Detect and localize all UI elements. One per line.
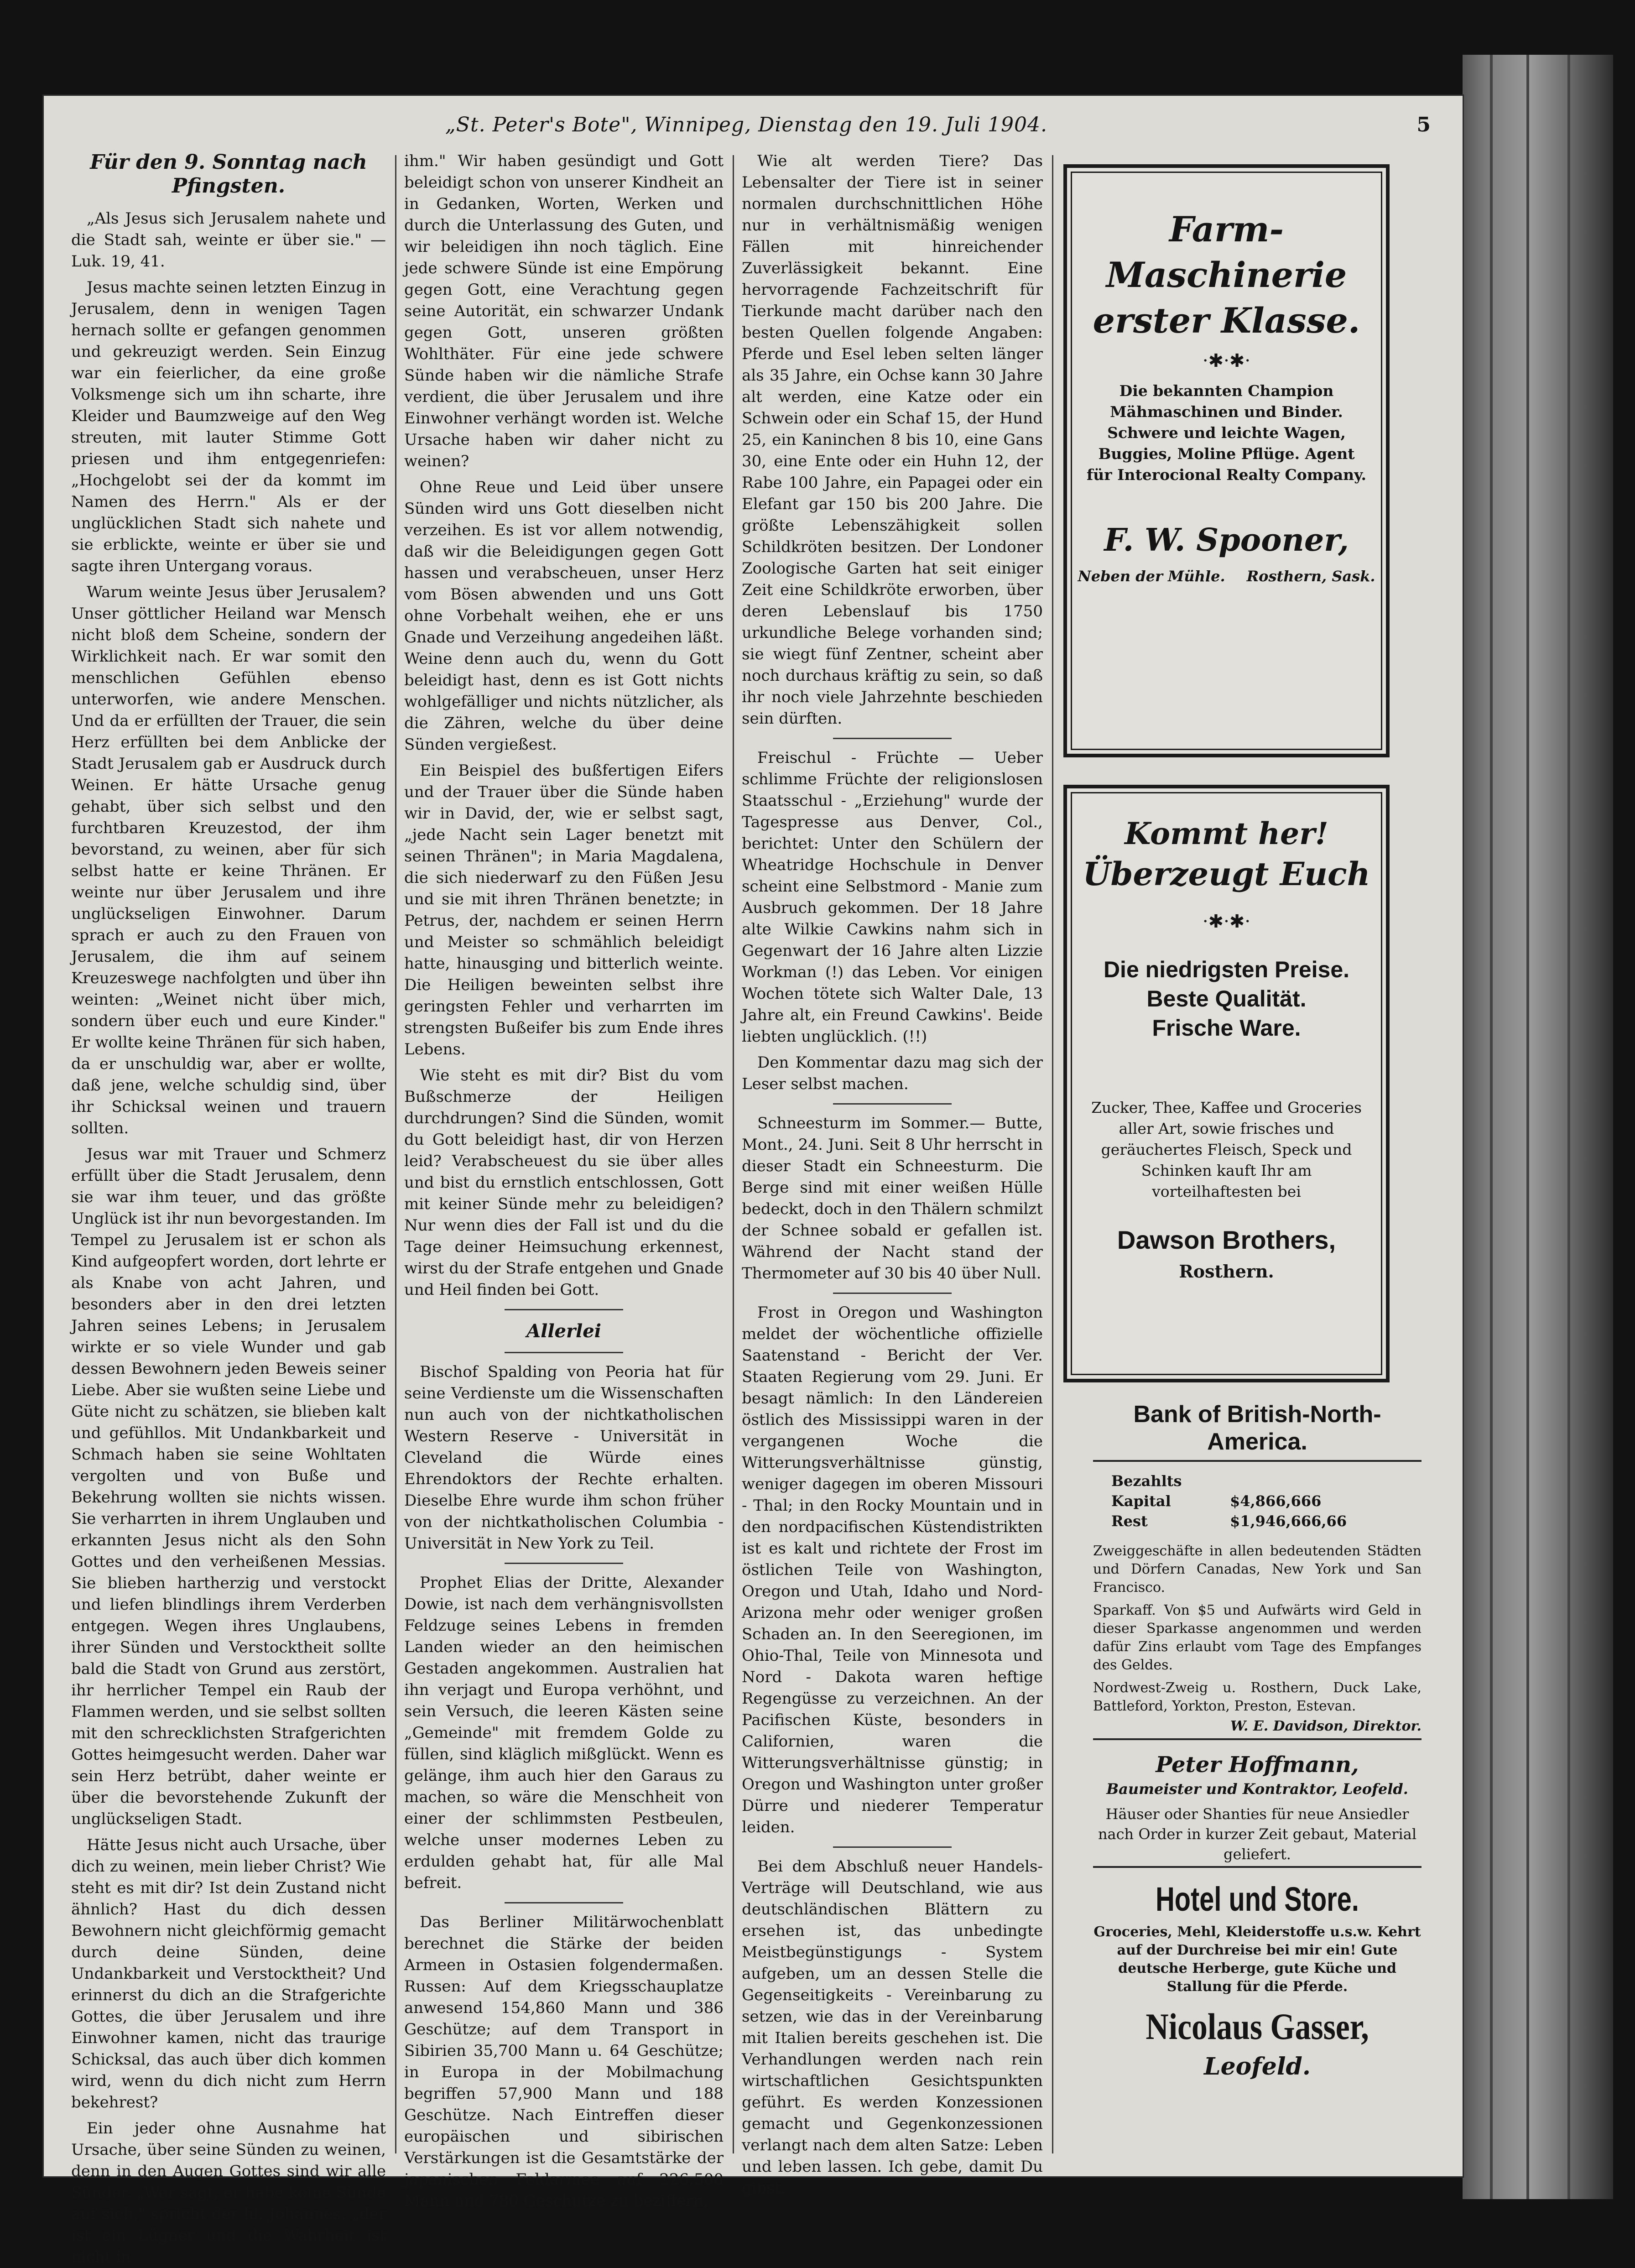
ad-location-left: Neben der Mühle.: [1078, 568, 1225, 585]
column-rule: [395, 155, 396, 2153]
paragraph: Ein jeder ohne Ausnahme hat Ursache, über seine Sünden zu weinen, denn in den Augen Gottes sind wir alle Sünder. „Wer sagt, er habe keine Sünde auf sich," spricht der hl. Johannes, „der ist ein Lügner und die Wahrheit ist nicht in: [71, 2119, 386, 2266]
ad-body: Zucker, Thee, Kaffee und Groceries aller Art, sowie frisches und geräuchertes Fleisch, Speck und Schinken kauft Ihr am vorteilhaftesten bei: [1091, 1099, 1362, 1200]
bank-text: Nordwest-Zweig u. Rosthern, Duck Lake, Battleford, Yorkton, Preston, Estevan.: [1093, 1680, 1422, 1714]
bank-row: [1111, 1511, 1422, 1531]
column-rule: [733, 155, 734, 2153]
ad-merchant-name: F. W. Spooner,: [1104, 522, 1349, 558]
news-item: Bei dem Abschluß neuer Handels-Verträge will Deutschland, wie aus deutschländischen Blättern zu ersehen ist, das unbedingte Meistbegünstigungs - System aufgeben, um an dessen Stelle die Gegenseitigkeits - Vereinbarung zu setzen, wie das in der Vereinbarung mit Italien bereits geschehen ist. Die Verhandlungen werden nach rein wirtschaftlichen Gesichtspunkten geführt. Es werden Konzessionen gemacht und Gegenkonzessionen verlangt nach dem alten Satze: Leben und leben lassen. Ich gebe, damit Du gibst.: [742, 1857, 1043, 2197]
ad-location: Rosthern.: [1179, 1261, 1274, 1282]
ornament-icon: ·✱·✱·: [1202, 911, 1251, 932]
news-item: Bischof Spalding von Peoria hat für seine Verdienste um die Wissenschaften nun auch von der nichtkatholischen Western Reserve - Universität in Cleveland die Würde eines Ehrendoktors der Rechte erhalten. Dieselbe Ehre wurde ihm schon früher von der nichtkatholischen Columbia - Universität in New York zu Teil.: [404, 1363, 724, 1553]
news-item: Das Berliner Militärwochenblatt berechnet die Stärke der beiden Armeen in Ostasien folgendermaßen. Russen: Auf dem Kriegsschauplatze anwesend 154,860 Mann und 386 Geschütze; auf dem Transport in Sibirien 35,700 Mann u. 64 Geschütze; in Europa in der Mobilmachung begriffen 57,900 Mann und 188 Geschütze. Nach Eintreffen dieser europäischen und sibirischen Verstärkungen ist die Gesamtstärke der japanischen Feldarmee auf 226,500 Mann und 780 Geschütze zu beziffern.: [404, 1913, 724, 2210]
ad-title: Kommt her!: [1125, 816, 1328, 851]
separator: [833, 1293, 952, 1294]
news-item: Schneesturm im Sommer.— Butte, Mont., 24. Juni. Seit 8 Uhr herrscht in dieser Stadt ein Schneesturm. Die Berge sind mit einer weißen Hülle bedeckt, doch in den Thälern schmilzt der Schnee sobald er gefallen ist. Während der Nacht stand der Thermometer auf 30 bis 40 über Null.: [742, 1114, 1043, 1283]
separator: [833, 1846, 952, 1848]
ad-merchant-name: Dawson Brothers,: [1117, 1225, 1336, 1254]
ad-location-right: Rosthern, Sask.: [1246, 568, 1375, 585]
separator: [505, 1352, 623, 1353]
separator: [505, 1563, 623, 1564]
news-item: Prophet Elias der Dritte, Alexander Dowie, ist nach dem verhängnisvollsten Feldzuge seines Lebens in fremden Landen wieder an den heimischen Gestaden angekommen. Australien hat ihn verjagt und Europa verhöhnt, und sein Versuch, die leeren Kästen seine „Gemeinde" mit fremdem Golde zu füllen, sind kläglich mißglückt. Wenn es gelänge, ihm auch hier den Garaus zu machen, so wäre die Menschheit von einer der schlimmsten Pestbeulen, welche unser modernes Leben zu erdulden gehabt hat, für alle Mal befreit.: [404, 1574, 724, 1892]
ad-hotel-store: [1093, 1880, 1422, 2080]
column-2: [404, 151, 724, 2210]
ad-title: Hotel und Store.: [1156, 1880, 1359, 1918]
separator: [833, 738, 952, 739]
newspaper-page: [44, 96, 1463, 2266]
ad-title: erster Klasse.: [1093, 300, 1360, 341]
ad-title: Maschinerie: [1106, 255, 1347, 295]
bank-notice: [1093, 1401, 1422, 1734]
ad-body: Groceries, Mehl, Kleiderstoffe u.s.w. Kehrt auf der Durchreise bei mir ein! Gute deutsche Herberge, gute Küche und Stallung für die Pferde.: [1093, 1924, 1421, 1995]
sermon-heading: Für den 9. Sonntag nach Pfingsten.: [90, 151, 367, 198]
page-header: [44, 109, 1463, 146]
news-item: Den Kommentar dazu mag sich der Leser selbst machen.: [742, 1053, 1043, 1093]
bank-row-label: Rest: [1111, 1512, 1148, 1530]
separator: [833, 1103, 952, 1105]
ad-dawson-brothers: [1063, 785, 1390, 1382]
masthead-line: „St. Peter's Bote", Winnipeg, Dienstag den 19. Juli 1904.: [445, 113, 1047, 136]
paragraph: Wie steht es mit dir? Bist du vom Bußschmerze der Heiligen durchdrungen? Sind die Sünden, womit du Gott beleidigt hast, dir von Herzen leid? Verabscheuest du sie über alles und bist du ernstlich entschlossen, Gott mit keiner Sünde mehr zu beleidigen? Nur wenn dies der Fall ist und du die Tage deiner Heimsuchung erkennest, wirst du der Strafe entgehen und Gnade und Heil finden bei Gott.: [404, 1066, 724, 1299]
column-1: [71, 151, 386, 2266]
ad-title: Peter Hoffmann,: [1156, 1752, 1359, 1778]
section-heading: Allerlei: [526, 1320, 601, 1342]
bank-title: Bank of British-North-America.: [1093, 1401, 1422, 1462]
news-item: Frost in Oregon und Washington meldet der wöchentliche offizielle Saatenstand - Bericht der Ver. Staaten Regierung vom 29. Juni. Er besagt nämlich: In den Ländereien östlich des Mississippi waren in der vergangenen Woche die Witterungsverhältnisse günstig, weniger dagegen im oberen Missouri - Thal; in den Rocky Mountain und in den nordpacifischen Küstendistrikten ist es kalt und richtete der Frost im östlichen Teile von Washington, Oregon und Utah, Idaho und Nord-Arizona mehr oder weniger großen Schaden an. In den Seeregionen, im Ohio-Thal, Teile von Minnesota und Nord - Dakota waren heftige Regengüsse zu verzeichnen. An der Pacifischen Küste, besonders in Californien, waren die Witterungsverhältnisse günstig; in Oregon und Washington unter großer Dürre und niederer Temperatur leiden.: [742, 1303, 1043, 1836]
paragraph: Ein Beispiel des bußfertigen Eifers und der Trauer über die Sünde haben wir in David, der, wie er selbst sagt, „jede Nacht sein Lager benetzt mit seinen Thränen"; in Maria Magdalena, die sich niederwarf zu den Füßen Jesu und sie mit ihren Thränen benetzte; in Petrus, der, nachdem er seinen Herrn und Meister so schmählich beleidigt hatte, hinausging und bitterlich weinte. Die Heiligen beweinten selbst ihre geringsten Fehler und verharrten im strengsten Bußeifer bis zum Ende ihres Lebens.: [404, 761, 724, 1058]
ad-border: [1071, 792, 1382, 1375]
bank-row-value: $4,866,666: [1230, 1492, 1322, 1510]
news-item: Freischul - Früchte — Ueber schlimme Früchte der religionslosen Staatsschul - „Erziehung" wurde der Tagespresse aus Denver, Col., berichtet: Unter den Schülern der Wheatridge Hochschule in Denver scheint eine Selbstmord - Manie zum Ausbruch gekommen. Der 18 Jahre alte Wilkie Cawkins nahm sich in Gegenwart der 16 Jahre alten Lizzie Workman (!) das Leben. Vor einigen Wochen tötete sich Walter Dale, 13 Jahre alt, ein Freund Cawkins'. Beide liebten unglücklich. (!!): [742, 749, 1043, 1046]
bank-director: W. E. Davidson, Direktor.: [1230, 1718, 1422, 1734]
ad-location: Leofeld.: [1204, 2053, 1311, 2080]
paragraph: Jesus war mit Trauer und Schmerz erfüllt über die Stadt Jerusalem, denn sie war ihm teuer, und das größte Unglück ist ihr nun bevorgestanden. Im Tempel zu Jerusalem ist er schon als Kind aufgeopfert worden, dort lehrte er als Knabe von acht Jahren, und besonders aber in den drei letzten Jahren seines Lebens; in Jerusalem wirkte er so viele Wunder und gab dessen Bewohnern jeden Beweis seiner Liebe. Aber sie wußten seine Liebe und Güte nicht zu schätzen, sie blieben kalt und gefühllos. Mit Undankbarkeit und Schmach haben sie seine Wohltaten vergolten und von Buße und Bekehrung wollten sie nichts wissen. Sie verharrten in ihrem Unglauben und erkannten Jesus nicht als den Sohn Gottes und den verheißenen Messias. Sie blieben hartherzig und verstockt und liefen blindlings ihrem Verderben entgegen. Wegen ihres Unglaubens, ihrer Sünden und Verstocktheit sollte bald die Stadt von Grund aus zerstört, ihr herrlicher Tempel ein Raub der Flammen werden, und sie selbst sollten mit den schrecklichsten Strafgerichten Gottes heimgesucht werden. Daher war sein Herz betrübt, daher weinte er über die bevorstehende Zukunft der unglückseligen Stadt.: [71, 1145, 386, 1828]
sermon-motto: „Als Jesus sich Jerusalem nahete und die Stadt sah, weinte er über sie." — Luk. 19, 41.: [71, 209, 386, 271]
ad-body: Häuser oder Shanties für neue Ansiedler nach Order in kurzer Zeit gebaut, Material geliefert.: [1098, 1805, 1417, 1863]
paragraph: Ohne Reue und Leid über unsere Sünden wird uns Gott dieselben nicht verzeihen. Es ist vor allem notwendig, daß wir die Beleidigungen gegen Gott hassen und verabscheuen, unser Herz vom Bösen abwenden und uns Gott ohne Vorbehalt weihen, ehe er uns Gnade und Verzeihung angedeihen läßt. Weine denn auch du, wenn du Gott beleidigt hast, denn es ist Gott nichts wohlgefälliger und nichts nützlicher, als die Zähren, welche du über deine Sünden vergießest.: [404, 478, 724, 754]
news-item: Wie alt werden Tiere? Das Lebensalter der Tiere ist in seiner normalen durchschnittlichen Höhe nur in verhältnismäßig wenigen Fällen mit hinreichender Zuverlässigkeit bekannt. Eine hervorragende Fachzeitschrift für Tierkunde macht darüber nach den besten Quellen folgende Angaben: Pferde und Esel leben selten länger als 35 Jahre, ein Ochse kann 30 Jahre alt werden, eine Katze oder ein Schwein oder ein Schaf 15, der Hund 25, ein Kaninchen 8 bis 10, eine Gans 30, eine Ente oder ein Huhn 12, der Rabe 100 Jahre, ein Papagei oder ein Elefant gar 150 bis 200 Jahre. Die größte Lebenszähigkeit sollen Schildkröten besitzen. Der Londoner Zoologische Garten hat seit einiger Zeit eine Schildkröte erworben, über deren Lebenslauf bis 1750 urkundliche Belege vorhanden sind; sie wiegt fünf Zentner, scheint aber noch durchaus kräftig zu sein, so daß ihr noch viele Jahrzehnte beschieden sein dürften.: [742, 152, 1043, 728]
paragraph: Hätte Jesus nicht auch Ursache, über dich zu weinen, mein lieber Christ? Wie steht es mit dir? Ist dein Zustand nicht ähnlich? Hast du dich dessen Bewohnern nicht gleichförmig gemacht durch deine Sünden, deine Undankbarkeit und Verstocktheit? Und erinnerst du dich an die Strafgerichte Gottes, die über Jerusalem und ihre Einwohner kamen, nicht das traurige Schicksal, das auch über dich kommen wird, wenn du dich nicht zum Herrn bekehrest?: [71, 1836, 386, 2112]
paragraph: Warum weinte Jesus über Jerusalem? Unser göttlicher Heiland war Mensch nicht bloß dem Scheine, sondern der Wirklichkeit nach. Er war somit den menschlichen Gefühlen ebenso unterworfen, wie andere Menschen. Und da er erfüllten der Trauer, die sein Herz erfüllten bei dem Anblicke der Stadt Jerusalem gab er Ausdruck durch Weinen. Er hätte Ursache genug gehabt, über sich selbst und den furchtbaren Kreuzestod, der ihm bevorstand, zu weinen, aber für sich selbst hatte er keine Thränen. Er weinte nur über Jerusalem und ihre unglückseligen Einwohner. Darum sprach er auch zu den Frauen von Jerusalem, die ihm auf seinem Kreuzeswege nachfolgten und über ihn weinten: „Weinet nicht über mich, sondern über euch und eure Kinder." Er wollte keine Thränen für sich haben, da er unschuldig war, aber er wollte, daß jene, welche schuldig sind, über ihr Schicksal weinen und trauern sollten.: [71, 583, 386, 1137]
separator: [505, 1902, 623, 1903]
ad-title: Farm-: [1169, 209, 1284, 250]
bank-row: [1111, 1471, 1422, 1511]
bank-text: Zweiggeschäfte in allen bedeutenden Städten und Dörfern Canadas, New York und San Francisco.: [1093, 1543, 1422, 1595]
ad-merchant-name: Nicolaus Gasser,: [1146, 2006, 1369, 2047]
ad-price-line: Die niedrigsten Preise.: [1103, 957, 1350, 982]
ad-title: Überzeugt Euch: [1083, 855, 1370, 893]
ad-price-line: Frische Ware.: [1152, 1015, 1301, 1041]
column-3: [742, 151, 1043, 2197]
divider: [1093, 1738, 1422, 1740]
bank-row-value: $1,946,666,66: [1230, 1512, 1347, 1530]
bank-text: Sparkaff. Von $5 und Aufwärts wird Geld in dieser Sparkasse angenommen und werden dafür Zins erlaubt vom Tage des Empfanges des Geldes.: [1093, 1602, 1422, 1673]
ad-body: Die bekannten Champion Mähmaschinen und Binder. Schwere und leichte Wagen, Buggies, Moline Pflüge. Agent für Interocional Realty Company.: [1087, 382, 1366, 484]
divider: [1093, 1866, 1422, 1868]
ornament-icon: ·✱·✱·: [1202, 350, 1251, 371]
column-rule: [1052, 155, 1053, 2153]
page-number: 5: [1416, 113, 1431, 136]
paragraph: ihm." Wir haben gesündigt und Gott beleidigt schon von unserer Kindheit an in Gedanken, Worten, Werken und durch die Unterlassung des Guten, und wir beleidigen ihn noch täglich. Eine jede schwere Sünde ist eine Empörung gegen Gott, eine Verachtung gegen seine Autorität, ein schwarzer Undank gegen Gott, unseren größten Wohlthäter. Für eine jede schwere Sünde haben wir die nämliche Strafe verdient, die über Jerusalem und ihre Einwohner verhängt worden ist. Welche Ursache haben wir daher nicht zu weinen?: [404, 152, 724, 470]
separator: [505, 1309, 623, 1310]
ad-price-line: Beste Qualität.: [1146, 986, 1307, 1011]
ad-subtitle: Baumeister und Kontraktor, Leofeld.: [1106, 1780, 1408, 1798]
page-edge: [1463, 55, 1613, 2199]
bank-row-label: Bezahlts Kapital: [1111, 1472, 1182, 1510]
paragraph: Jesus machte seinen letzten Einzug in Jerusalem, denn in wenigen Tagen hernach sollte er gefangen genommen und gekreuzigt werden. Sein Einzug war ein feierlicher, da eine große Volksmenge sich um ihn scharte, ihre Kleider und Baumzweige auf den Weg streuten, mit lauter Stimme Gott priesen und ihm entgegenriefen: „Hochgelobt sei der da kommt im Namen des Herrn." Als er der unglücklichen Stadt sich nahete und sie erblickte, weinte er über sie und sagte ihren Untergang voraus.: [71, 278, 386, 575]
ad-border: [1071, 172, 1382, 750]
bank-figures: [1093, 1471, 1422, 1531]
ad-hoffmann: [1093, 1752, 1422, 1864]
ad-farm-machinery: [1063, 164, 1390, 757]
